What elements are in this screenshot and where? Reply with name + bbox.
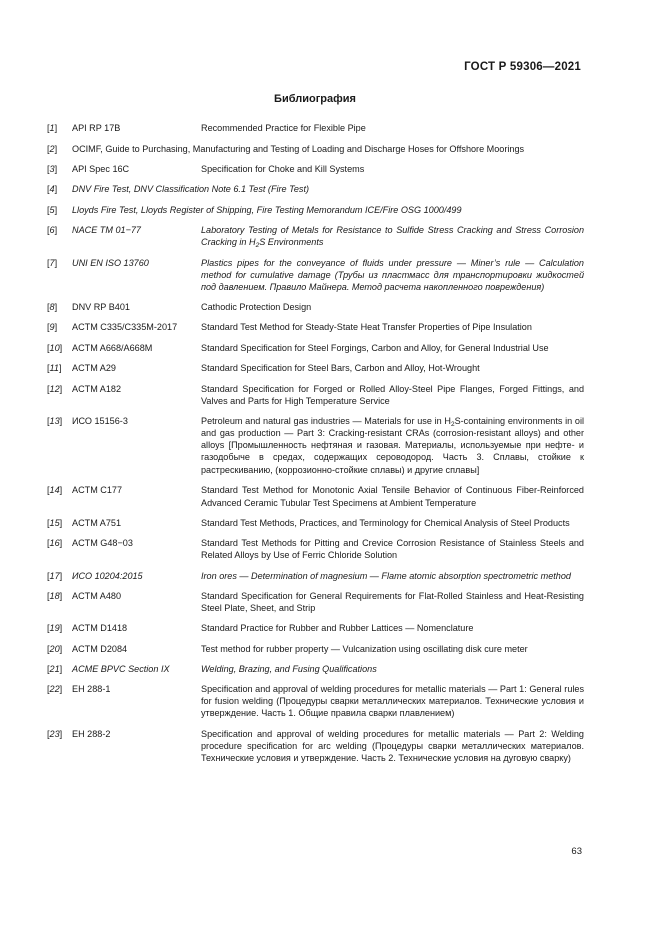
entry-number: [22] — [47, 684, 63, 694]
bibliography-entry — [47, 643, 584, 655]
entry-description: Test method for rubber property — Vulcanization using oscillating disk cure meter — [201, 643, 528, 654]
entry-number: [8] — [47, 302, 58, 313]
entry-code: NACE TM 01−77 — [72, 224, 141, 235]
entry-number: [2] — [47, 143, 58, 154]
entry-code: ACTM A182 — [72, 383, 122, 394]
bibliography-entry — [47, 321, 584, 333]
entry-code: ACTM A751 — [72, 518, 122, 529]
entry-number: [7] — [47, 257, 58, 268]
entry-number: [20] — [47, 643, 63, 654]
entry-number: [5] — [47, 204, 58, 215]
entry-description: Recommended Practice for Flexible Pipe — [201, 123, 366, 133]
entry-description: Standard Test Method for Monotonic Axial Tensile Behavior of Continuous Fiber-Reinforced Advanced Ceramic Tubular Test Specimens at Ambient Temperature — [201, 485, 584, 508]
entry-description: Standard Specification for Steel Forgings, Carbon and Alloy, for General Industrial Use — [201, 342, 549, 353]
entry-description: Standard Test Methods for Pitting and Crevice Corrosion Resistance of Stainless Steels and Related Alloys by Use of Ferric Chloride Solution — [201, 538, 584, 561]
bibliography-entry — [47, 183, 584, 195]
entry-code: EH 288-1 — [72, 684, 111, 694]
entry-number: [11] — [47, 363, 62, 373]
entry-number: [23] — [47, 728, 63, 739]
entry-number: [6] — [47, 224, 58, 235]
entry-code: ACME BPVC Section IX — [72, 663, 170, 674]
entry-code: UNI EN ISO 13760 — [72, 257, 149, 268]
bibliography-entry — [47, 204, 584, 216]
entry-number: [15] — [47, 518, 63, 529]
entry-number: [9] — [47, 322, 58, 333]
bibliography-entry — [47, 683, 584, 720]
entry-reference: OCIMF, Guide to Purchasing, Manufacturing and Testing of Loading and Discharge Hoses for Offshore Moorings — [72, 143, 525, 154]
bibliography-entry — [47, 415, 584, 476]
entry-description: Welding, Brazing, and Fusing Qualifications — [201, 663, 377, 674]
bibliography-entry — [47, 590, 584, 614]
bibliography-entry — [47, 570, 584, 582]
entry-description: Standard Practice for Rubber and Rubber Lattices — Nomenclature — [201, 623, 474, 634]
standard-code: ГОСТ Р 59306—2021 — [464, 61, 581, 73]
entry-number: [12] — [47, 383, 63, 394]
bibliography-entry — [47, 517, 584, 529]
bibliography-entry — [47, 301, 584, 313]
entry-code: API RP 17B — [72, 123, 121, 133]
entry-code: ACTM A668/A668M — [72, 342, 153, 353]
entry-description: Standard Test Method for Steady-State Heat Transfer Properties of Pipe Insulation — [201, 322, 532, 333]
entry-code: DNV RP B401 — [72, 302, 130, 313]
bibliography-entry — [47, 622, 584, 634]
entry-code: ACTM D2084 — [72, 643, 128, 654]
entry-number: [14] — [47, 485, 63, 496]
entry-number: [18] — [47, 590, 63, 601]
entry-description: Specification for Choke and Kill Systems — [201, 164, 365, 175]
entry-description: Laboratory Testing of Metals for Resistance to Sulfide Stress Cracking and Stress Corrosion Cracking in $H_2S$ Environments — [201, 224, 584, 250]
bibliography-list — [47, 122, 584, 764]
entry-description: Iron ores — Determination of magnesium — Flame atomic absorption spectrometric method — [201, 570, 571, 581]
bibliography-entry — [47, 122, 584, 134]
entry-number: [16] — [47, 538, 63, 549]
page-number: 63 — [571, 846, 582, 857]
entry-description: Specification and approval of welding procedures for metallic materials — Part 1: General rules for fusion welding (Процедуры сварки металлических материалов. Технические условия и утверждение. Часть 1. Общие правила сварки плавлением) — [201, 684, 584, 719]
entry-code: ACTM A29 — [72, 363, 116, 373]
bibliography-entry — [47, 663, 584, 675]
bibliography-entry — [47, 257, 584, 294]
bibliography-entry — [47, 342, 584, 354]
entry-code: ИСО 15156-3 — [72, 415, 128, 426]
entry-description: Standard Test Methods, Practices, and Terminology for Chemical Analysis of Steel Products — [201, 518, 570, 529]
entry-reference: DNV Fire Test, DNV Classification Note 6.1 Test (Fire Test) — [72, 184, 310, 195]
bibliography-entry — [47, 537, 584, 561]
entry-number: [17] — [47, 570, 63, 581]
entry-code: ACTM D1418 — [72, 623, 128, 634]
bibliography-entry — [47, 383, 584, 407]
entry-description: Standard Specification for Forged or Rolled Alloy-Steel Pipe Flanges, Forged Fittings, and Valves and Parts for High Temperature Service — [201, 383, 584, 406]
entry-code: ACTM C335/C335M-2017 — [72, 322, 178, 333]
entry-number: [19] — [47, 623, 63, 634]
entry-number: [1] — [47, 123, 58, 133]
entry-number: [3] — [47, 164, 58, 175]
entry-description: Standard Specification for General Requirements for Flat-Rolled Stainless and Heat-Resisting Steel Plate, Sheet, and Strip — [201, 590, 584, 614]
entry-code: API Spec 16C — [72, 164, 130, 175]
entry-description: Standard Specification for Steel Bars, Carbon and Alloy, Hot-Wrought — [201, 363, 480, 373]
entry-description: Cathodic Protection Design — [201, 302, 312, 313]
entry-reference: Lloyds Fire Test, Lloyds Register of Shipping, Fire Testing Memorandum ICE/Fire OSG 1000/499 — [72, 204, 462, 215]
entry-code: ACTM A480 — [72, 590, 122, 601]
entry-code: ACTM C177 — [72, 485, 123, 496]
entry-description: Specification and approval of welding procedures for metallic materials — Part 2: Welding procedure specification for arc welding (Процедуры сварки металлических материалов. Технические условия и утверждение. Часть 2. Технические условия на дуговую сварку) — [201, 728, 584, 764]
entry-code: EH 288-2 — [72, 728, 111, 739]
entry-number: [21] — [47, 663, 63, 674]
entry-code: ACTM G48−03 — [72, 538, 133, 549]
bibliography-entry — [47, 224, 584, 248]
bibliography-entry — [47, 163, 584, 175]
bibliography-entry — [47, 484, 584, 508]
entry-number: [4] — [47, 184, 58, 195]
bibliography-entry — [47, 143, 584, 155]
entry-code: ИСО 10204:2015 — [72, 570, 143, 581]
bibliography-entry — [47, 362, 584, 374]
entry-number: [13] — [47, 415, 63, 426]
entry-number: [10] — [47, 342, 63, 353]
bibliography-entry — [47, 728, 584, 765]
entry-description: Plastics pipes for the conveyance of fluids under pressure — Miner’s rule — Calculation method for cumulative damage (Трубы из пластмасс для транспортировки жидкостей под давлением. Правило Майнера. Метод расчета накопленного повреждения) — [201, 257, 584, 293]
entry-description: Petroleum and natural gas industries — Materials for use in $H_2S$-containing environments in oil and gas production — Part 3: Cracking-resistant CRAs (corrosion-resistant alloys) and other alloys [Промышленность нефтяная и газовая. Материалы, используемые при нефте- и газодобыче в средах, содержащих сероводород. Часть 3. Сплавы, стойкие к растрескиванию, (коррозионно-стойкие сплавы) и другие сплавы] — [201, 415, 584, 475]
page-title: Библиография — [274, 93, 356, 105]
